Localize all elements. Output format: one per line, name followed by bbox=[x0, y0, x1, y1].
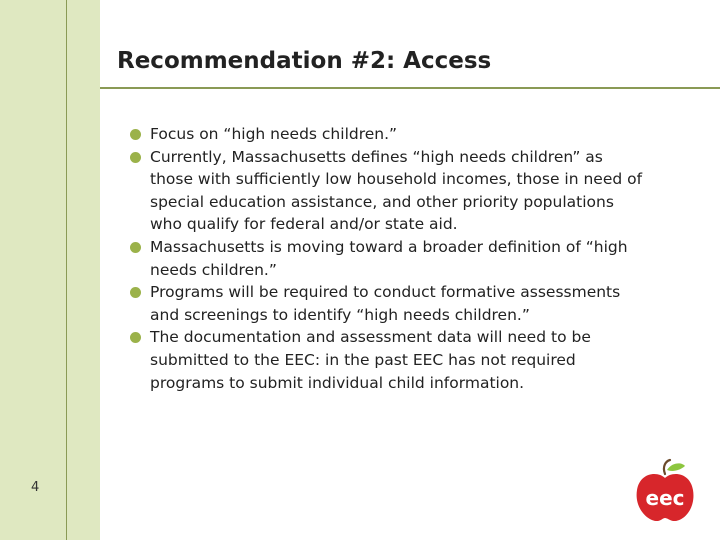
bullet-item bbox=[130, 146, 650, 236]
bullet-icon bbox=[130, 332, 141, 343]
bullet-text: Massachusetts is moving toward a broader definition of “high needs children.” bbox=[150, 237, 628, 279]
title-divider bbox=[100, 87, 720, 89]
slide-title: Recommendation #2: Access bbox=[117, 48, 492, 74]
bullet-list bbox=[130, 123, 650, 394]
left-decorative-band bbox=[0, 0, 100, 540]
bullet-item bbox=[130, 326, 650, 394]
bullet-icon bbox=[130, 242, 141, 253]
bullet-item bbox=[130, 123, 650, 146]
bullet-text: The documentation and assessment data will need to be submitted to the EEC: in the past EEC has not required programs to submit individual child information. bbox=[150, 328, 591, 392]
bullet-icon bbox=[130, 152, 141, 163]
page-number: 4 bbox=[31, 480, 40, 495]
bullet-text: Currently, Massachusetts defines “high needs children” as those with sufficiently low household incomes, those in need of special education assistance, and other priority populations who qualify for federal and/or state aid. bbox=[150, 147, 643, 234]
bullet-item bbox=[130, 236, 650, 281]
bullet-item bbox=[130, 281, 650, 326]
left-vertical-rule bbox=[66, 0, 67, 540]
bullet-icon bbox=[130, 129, 141, 140]
logo-text: eec bbox=[645, 486, 685, 510]
eec-apple-logo-icon bbox=[632, 458, 698, 524]
bullet-text: Focus on “high needs children.” bbox=[150, 125, 398, 143]
bullet-text: Programs will be required to conduct formative assessments and screenings to identify “high needs children.” bbox=[150, 283, 621, 324]
bullet-icon bbox=[130, 287, 141, 298]
